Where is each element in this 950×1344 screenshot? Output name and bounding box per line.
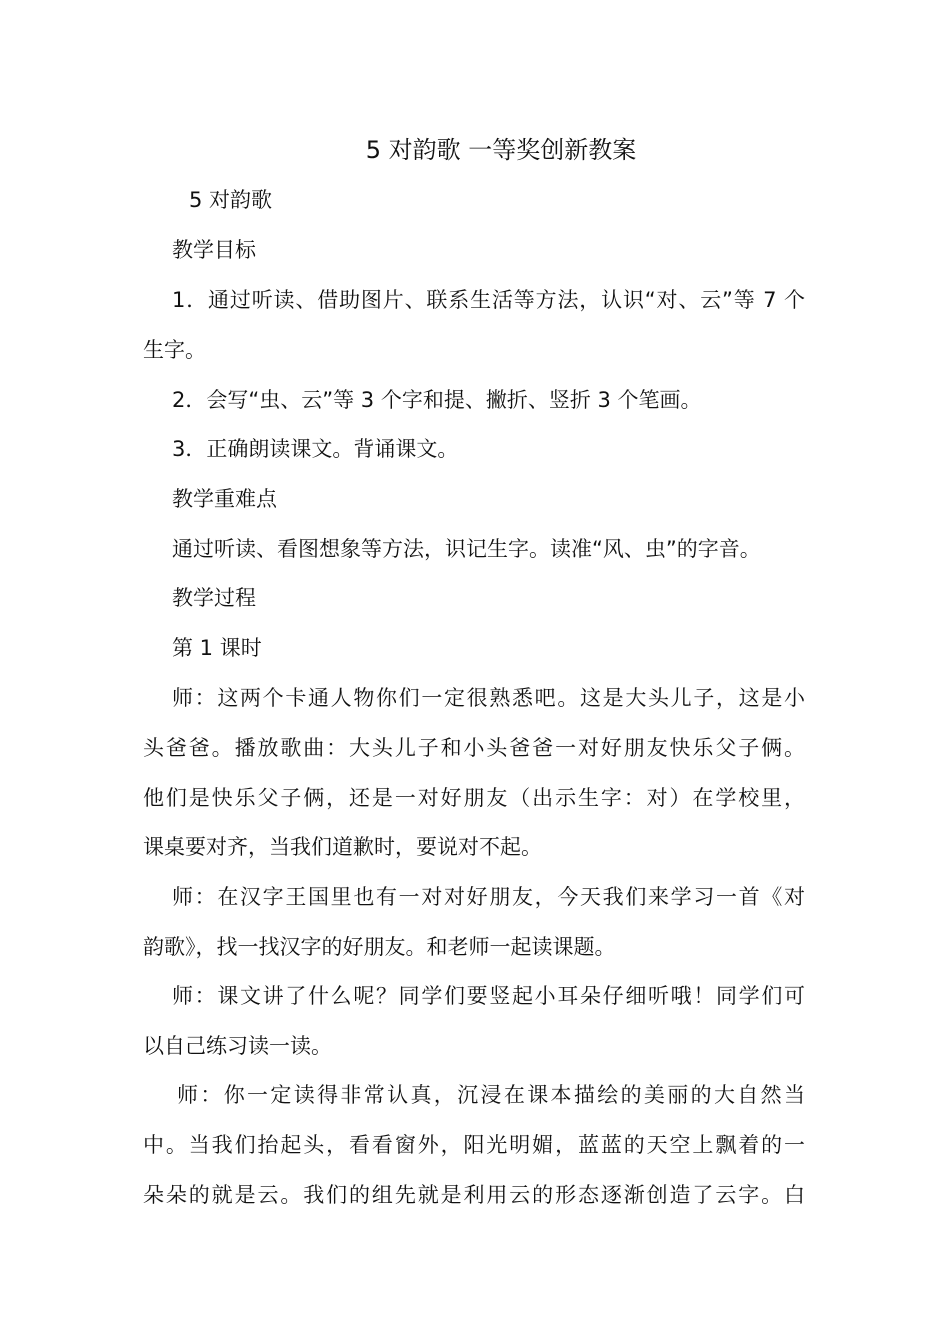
process-heading: 教学过程 — [172, 586, 256, 610]
goal-2: 2．会写“虫、云”等 3 个字和提、撇折、竖折 3 个笔画。 — [172, 388, 702, 412]
paragraph-4-line-3: 朵朵的就是云。我们的组先就是利用云的形态逐渐创造了云字。白 — [143, 1183, 805, 1207]
goal-1-line-1: 1．通过听读、借助图片、联系生活等方法，认识“对、云”等 7 个 — [172, 288, 805, 312]
goal-3: 3．正确朗读课文。背诵课文。 — [172, 437, 459, 461]
paragraph-1-line-2: 头爸爸。播放歌曲：大头儿子和小头爸爸一对好朋友快乐父子俩。 — [143, 736, 805, 760]
paragraph-3-line-2: 以自己练习读一读。 — [143, 1034, 332, 1058]
paragraph-2-line-1: 师：在汉字王国里也有一对对好朋友，今天我们来学习一首《对 — [172, 885, 805, 909]
paragraph-2-line-2: 韵歌》，找一找汉字的好朋友。和老师一起读课题。 — [143, 935, 616, 959]
keypoints-text: 通过听读、看图想象等方法，识记生字。读准“风、虫”的字音。 — [172, 537, 761, 561]
paragraph-4-line-1: 师：你一定读得非常认真，沉浸在课本描绘的美丽的大自然当 — [177, 1083, 805, 1107]
paragraph-4-line-2: 中。当我们抬起头，看看窗外，阳光明媚，蓝蓝的天空上飘着的一 — [143, 1133, 805, 1157]
paragraph-1-line-3: 他们是快乐父子俩，还是一对好朋友（出示生字：对）在学校里， — [143, 786, 805, 810]
goals-heading: 教学目标 — [172, 238, 256, 262]
document-title: 5 对韵歌 一等奖创新教案 — [365, 136, 637, 164]
goal-1-line-2: 生字。 — [143, 338, 206, 362]
keypoints-heading: 教学重难点 — [172, 487, 277, 511]
lesson-1-heading: 第 1 课时 — [172, 636, 262, 660]
paragraph-1-line-1: 师：这两个卡通人物你们一定很熟悉吧。这是大头儿子，这是小 — [172, 686, 805, 710]
paragraph-1-line-4: 课桌要对齐，当我们道歉时，要说对不起。 — [143, 835, 542, 859]
paragraph-3-line-1: 师：课文讲了什么呢？同学们要竖起小耳朵仔细听哦！同学们可 — [172, 984, 805, 1008]
lesson-subtitle: 5 对韵歌 — [189, 188, 273, 212]
